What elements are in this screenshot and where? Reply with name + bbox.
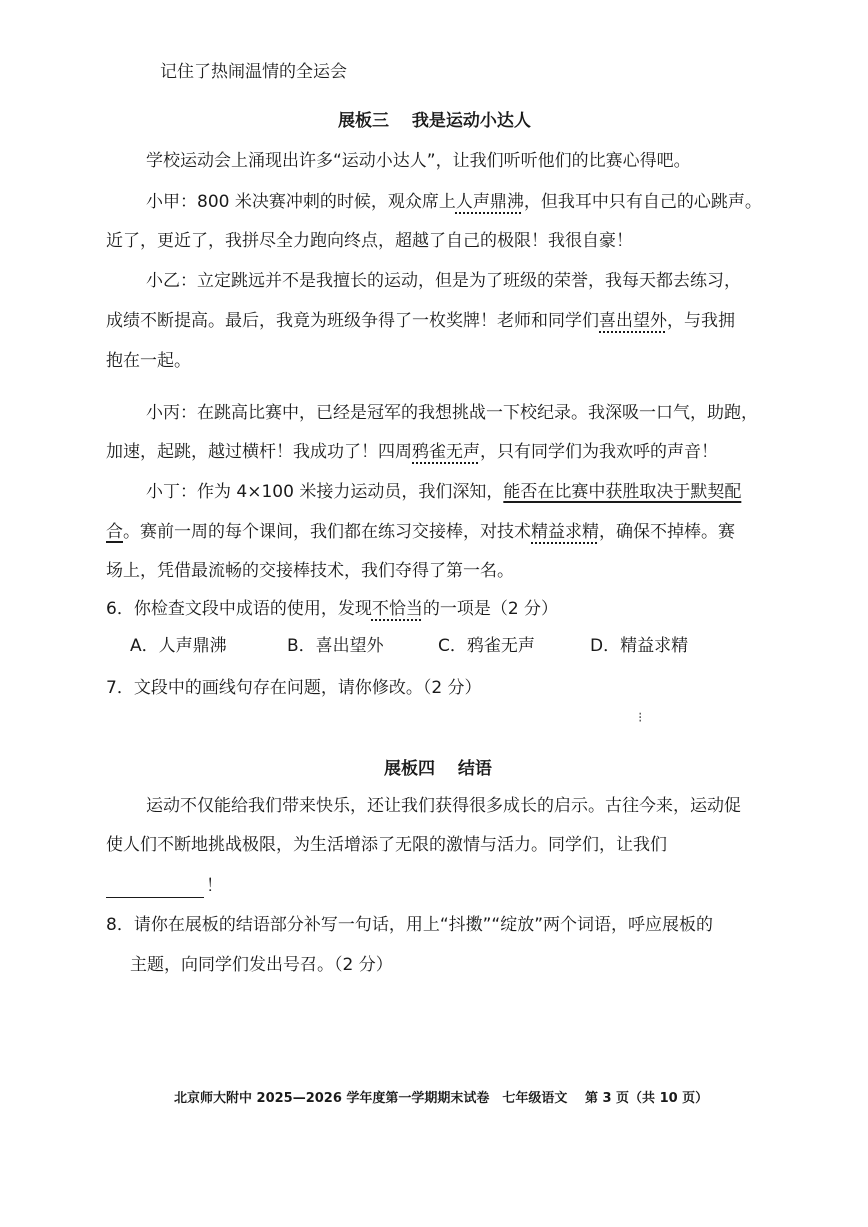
section-heading-3: 展板三 我是运动小达人 — [338, 111, 531, 131]
text-run: 加速，起跳，越过横杆！我成功了！四周 — [106, 442, 412, 462]
paragraph-yi-line3: 抱在一起。 — [106, 351, 191, 371]
idiom-xichuwangwai: 喜出望外 — [599, 311, 667, 331]
question-6 — [106, 597, 558, 621]
underlined-sentence-part2: 合 — [106, 522, 123, 542]
section-3-intro: 学校运动会上涌现出许多“运动小达人”，让我们听听他们的比赛心得吧。 — [146, 151, 691, 171]
conclusion-line3 — [106, 874, 223, 898]
text-run: 。赛前一周的每个课间，我们都在练习交接棒，对技术 — [123, 522, 531, 542]
prev-section-tail: 记住了热闹温情的全运会 — [160, 62, 347, 82]
paragraph-jia-line2: 近了，更近了，我拼尽全力跑向终点，超越了自己的极限！我很自豪！ — [106, 231, 633, 251]
option-a: A．人声鼎沸 — [130, 636, 227, 656]
paragraph-bing-line2 — [106, 440, 718, 464]
idiom-yaquewusheng: 鸦雀无声 — [412, 442, 480, 462]
text-run: ，确保不掉棒。赛 — [599, 522, 735, 542]
paragraph-bing-line1: 小丙：在跳高比赛中，已经是冠军的我想挑战一下校纪录。我深吸一口气，助跑， — [146, 403, 758, 423]
text-run: ，只有同学们为我欢呼的声音！ — [480, 442, 718, 462]
emphasis-buqiadang: 不恰当 — [371, 599, 423, 619]
question-7: 7．文段中的画线句存在问题，请你修改。（2 分） — [106, 678, 482, 698]
paragraph-ding-line2 — [106, 520, 735, 544]
question-8-line1: 8．请你在展板的结语部分补写一句话，用上“抖擞”“绽放”两个词语，呼应展板的 — [106, 915, 714, 935]
option-b: B．喜出望外 — [287, 636, 384, 656]
text-run: ！ — [206, 876, 223, 896]
paragraph-ding-line1 — [146, 480, 741, 504]
text-run: 小丁：作为 4×100 米接力运动员，我们深知， — [146, 482, 504, 502]
idiom-renshengdingfei: 人声鼎沸 — [455, 192, 524, 212]
paragraph-ding-line3: 场上，凭借最流畅的交接棒技术，我们夺得了第一名。 — [106, 561, 514, 581]
option-d: D．精益求精 — [590, 636, 689, 656]
text-run: 小甲：800 米决赛冲刺的时候，观众席上 — [146, 192, 456, 212]
text-run: 成绩不断提高。最后，我竟为班级争得了一枚奖牌！老师和同学们 — [106, 311, 599, 331]
text-run: ，但我耳中只有自己的心跳声。 — [523, 192, 762, 212]
paragraph-jia-line1 — [146, 190, 762, 214]
text-run: ，与我拥 — [667, 311, 735, 331]
question-8-line2: 主题，向同学们发出号召。（2 分） — [130, 955, 393, 975]
option-c: C．鸦雀无声 — [438, 636, 535, 656]
text-run: 6．你检查文段中成语的使用，发现 — [106, 599, 372, 619]
underlined-sentence-part1: 能否在比赛中获胜取决于默契配 — [503, 482, 742, 502]
idiom-jingyiqiujing: 精益求精 — [531, 522, 599, 542]
answer-blank[interactable] — [106, 877, 204, 898]
conclusion-line1: 运动不仅能给我们带来快乐，还让我们获得很多成长的启示。古往今来，运动促 — [146, 796, 741, 816]
conclusion-line2: 使人们不断地挑战极限，为生活增添了无限的激情与活力。同学们，让我们 — [106, 835, 667, 855]
page-footer: 北京师大附中 2025—2026 学年度第一学期期末试卷 七年级语文 第 3 页（共 10 页） — [174, 1091, 709, 1106]
stray-mark: ⁝ — [638, 710, 643, 726]
paragraph-yi-line1: 小乙：立定跳远并不是我擅长的运动，但是为了班级的荣誉，我每天都去练习， — [146, 271, 741, 291]
text-run: 的一项是（2 分） — [422, 599, 559, 619]
paragraph-yi-line2 — [106, 309, 735, 333]
section-heading-4: 展板四 结语 — [384, 759, 492, 779]
